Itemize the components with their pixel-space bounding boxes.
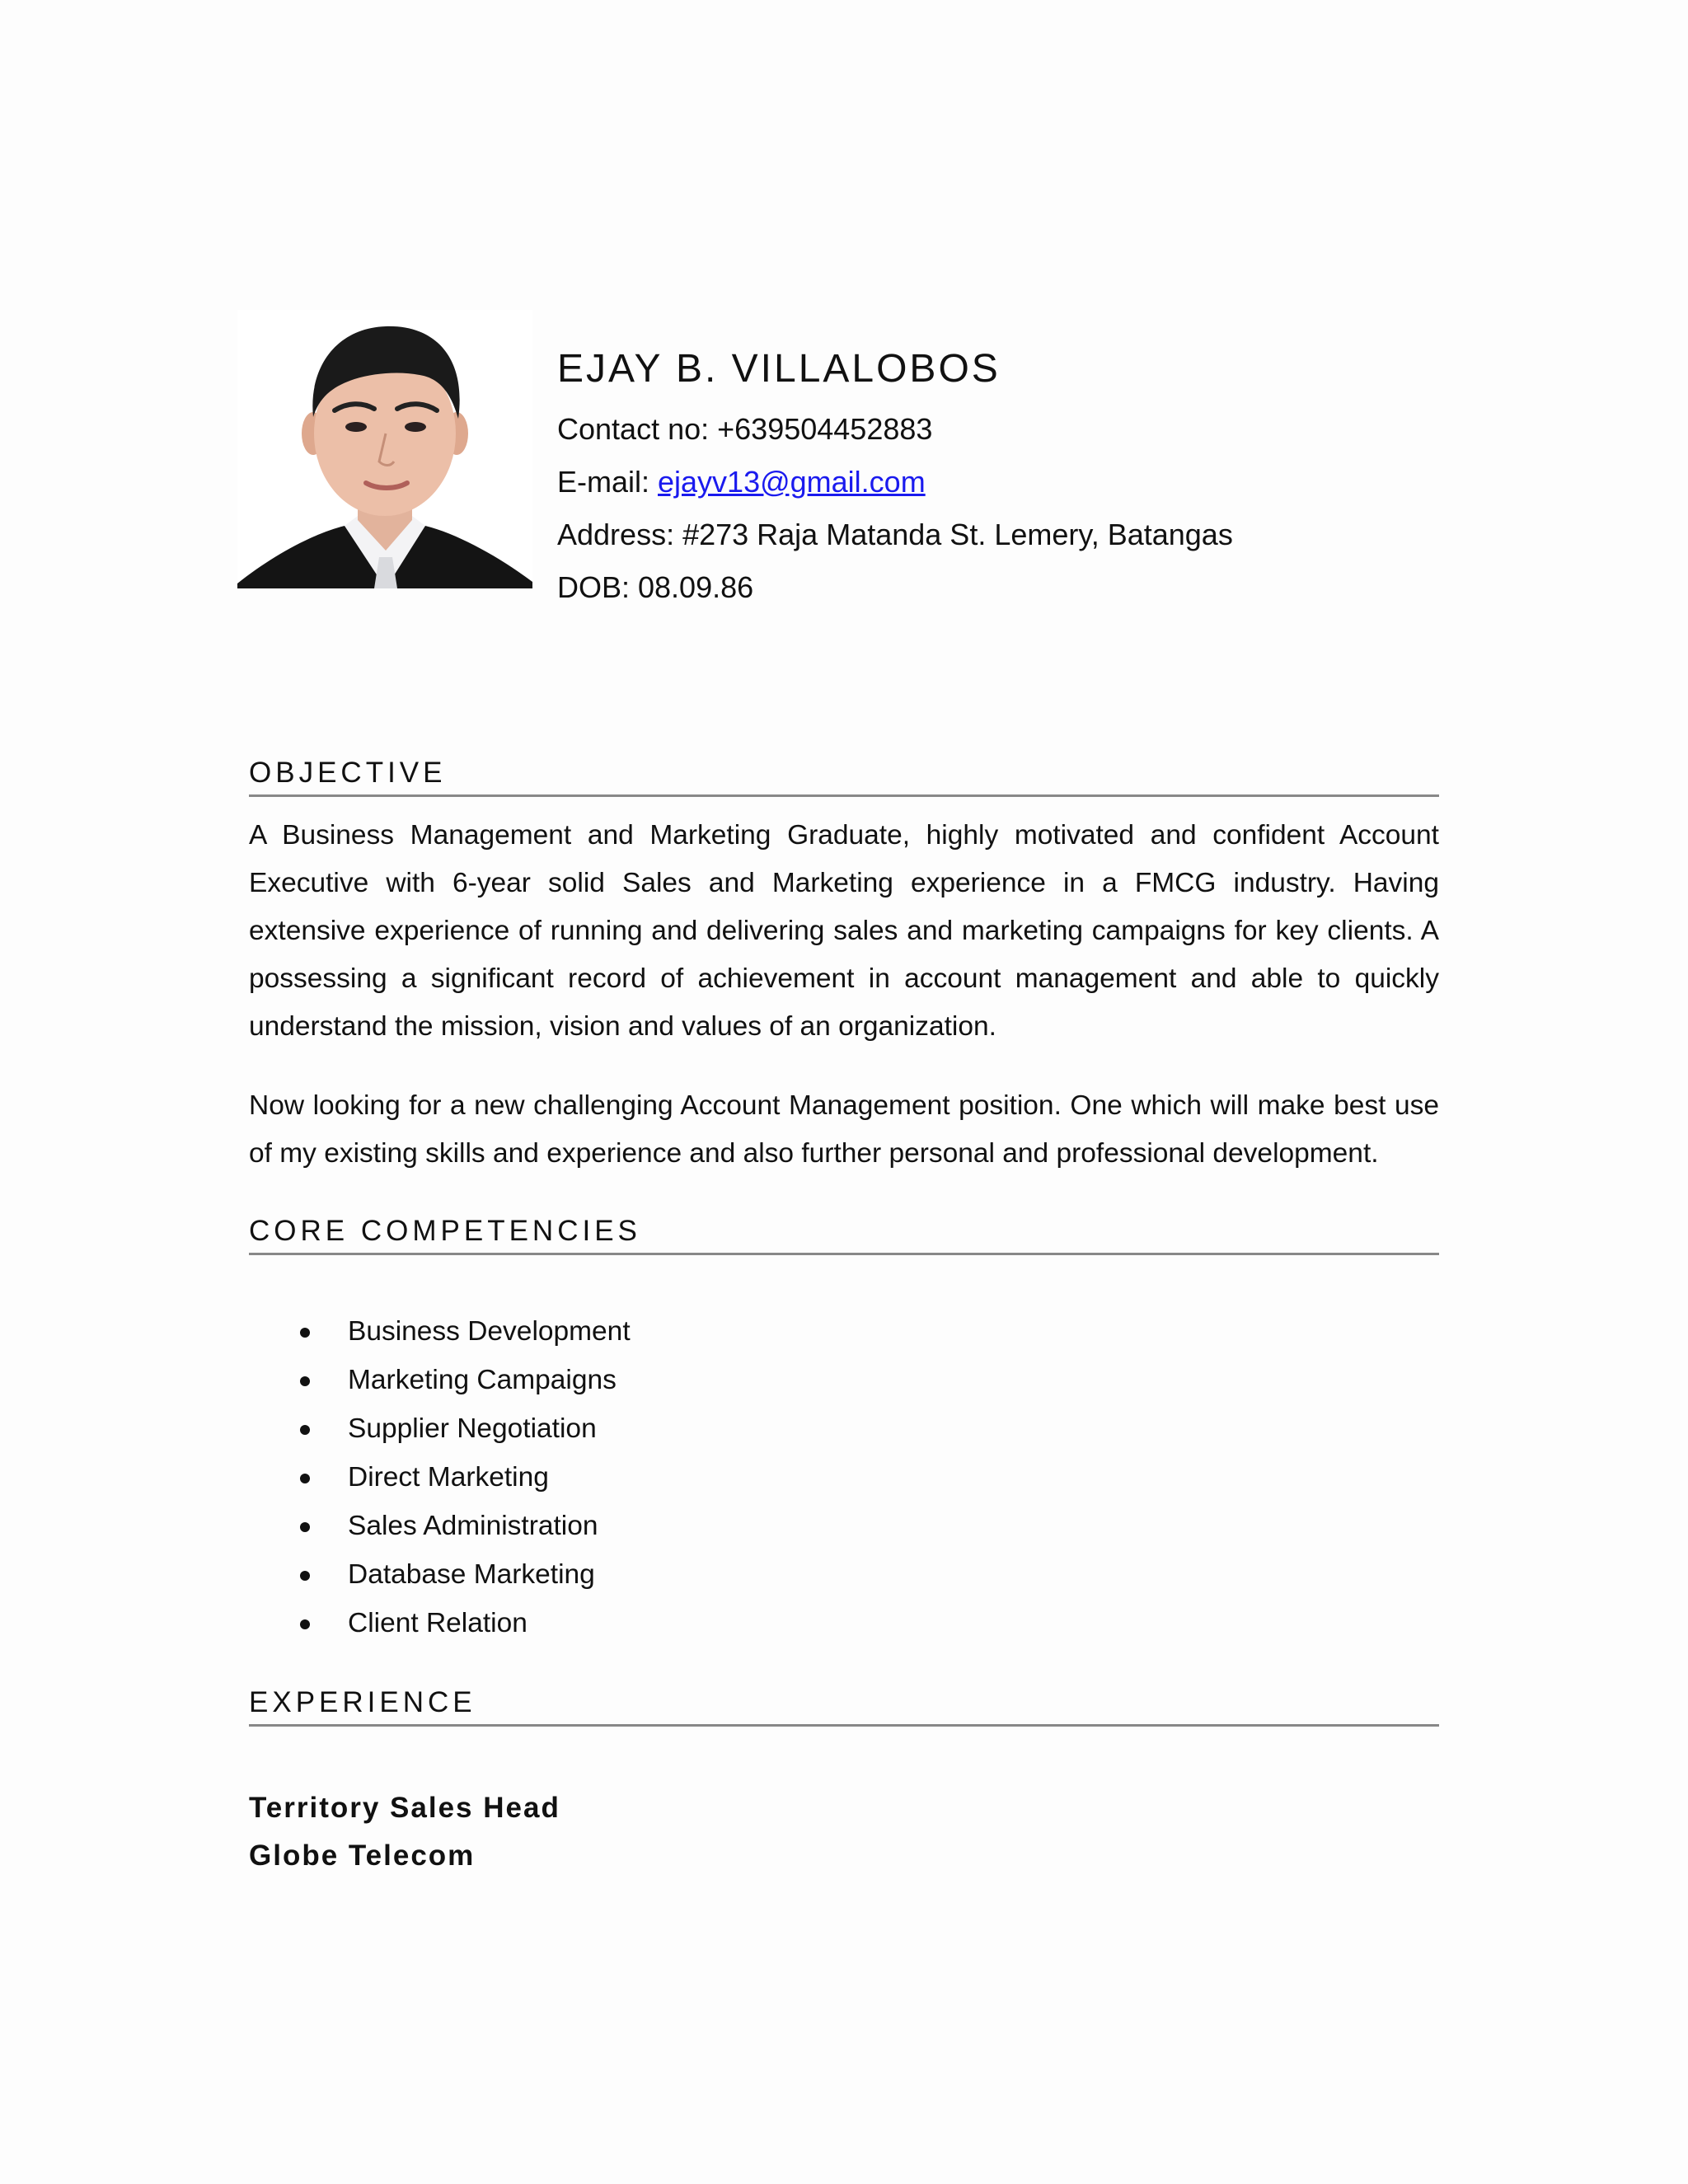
objective-paragraph-1: A Business Management and Marketing Graduate, highly motivated and confident Account Executive with 6-year solid Sales and Marketing experience in a FMCG industry. Having extensive experience of running and delivering sales and marketing campaigns for key clients. A possessing a significant record of achievement in account management and able to quickly understand the mission, vision and values of an organization. [249, 820, 1439, 1042]
email-line [557, 465, 926, 499]
email-label: E-mail: [557, 465, 659, 499]
bullet-icon [300, 1619, 310, 1629]
objective-paragraph-2: Now looking for a new challenging Account Management position. One which will make best use of my existing skills and experience and also further personal and professional development. [249, 1090, 1439, 1169]
job-company: Globe Telecom [249, 1840, 476, 1872]
bullet-icon [300, 1571, 310, 1581]
job-position: Territory Sales Head [249, 1792, 560, 1824]
address-line [557, 518, 1233, 552]
objective-heading: OBJECTIVE [249, 757, 1439, 797]
dob-label: DOB: [557, 570, 639, 604]
list-item: Sales Administration [249, 1502, 991, 1550]
bullet-icon [300, 1328, 310, 1338]
list-item: Client Relation [249, 1599, 991, 1647]
profile-photo [237, 310, 532, 588]
list-item: Business Development [249, 1307, 991, 1356]
list-item: Marketing Campaigns [249, 1356, 991, 1404]
contact-number-line [557, 412, 932, 447]
address-value: #273 Raja Matanda St. Lemery, Batangas [682, 518, 1233, 551]
bullet-icon [300, 1376, 310, 1386]
contact-value: +639504452883 [717, 412, 933, 446]
dob-value: 08.09.86 [638, 570, 754, 604]
email-link[interactable]: ejayv13@gmail.com [658, 465, 926, 499]
list-item: Supplier Negotiation [249, 1404, 991, 1453]
dob-line [557, 570, 753, 605]
list-item: Direct Marketing [249, 1453, 991, 1502]
list-item: Database Marketing [249, 1550, 991, 1599]
address-label: Address: [557, 518, 683, 551]
candidate-name: EJAY B. VILLALOBOS [557, 347, 1001, 391]
bullet-icon [300, 1425, 310, 1435]
bullet-icon [300, 1474, 310, 1483]
contact-label: Contact no: [557, 412, 718, 446]
experience-heading: EXPERIENCE [249, 1686, 1439, 1727]
competencies-list [249, 1307, 991, 1647]
bullet-icon [300, 1522, 310, 1532]
core-competencies-heading: CORE COMPETENCIES [249, 1215, 1439, 1255]
